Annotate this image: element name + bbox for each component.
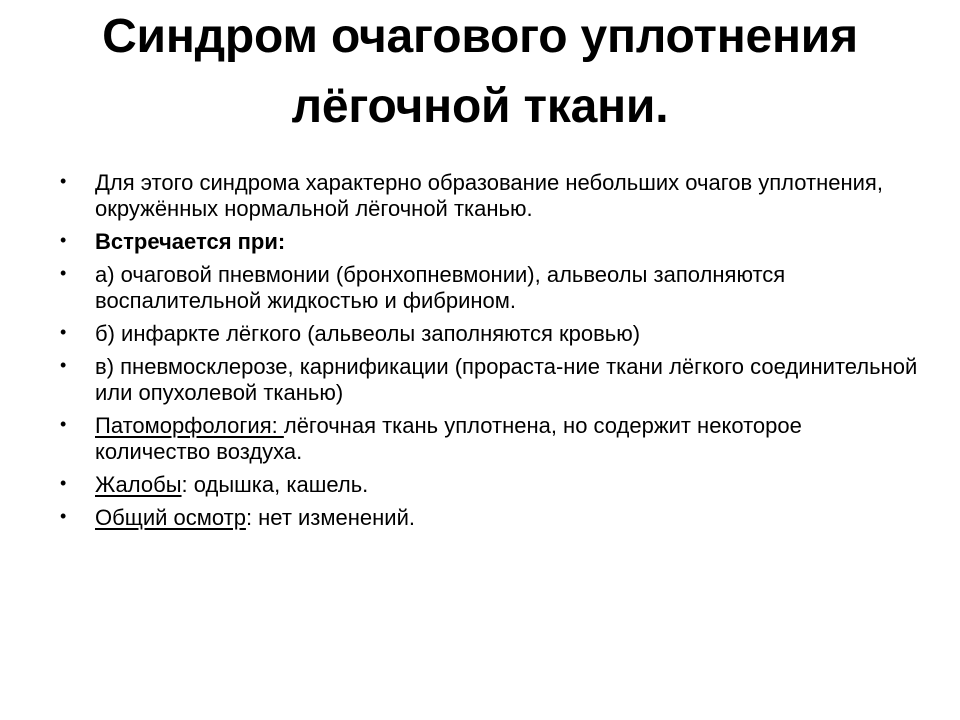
bullet-item-description xyxy=(60,170,920,222)
bullet-item-lung-infarction xyxy=(60,321,920,347)
bullet-item-focal-pneumonia xyxy=(60,262,920,314)
bullet-label: Патоморфология: xyxy=(95,413,284,438)
bullet-marker: • xyxy=(60,230,67,250)
title-line-2: лёгочной ткани. xyxy=(291,80,669,133)
bullet-item-pathomorphology xyxy=(60,413,920,465)
bullet-marker: • xyxy=(60,355,67,375)
bullet-label: Общий осмотр xyxy=(95,505,246,530)
bullet-item-pneumosclerosis xyxy=(60,354,920,406)
bullet-marker: • xyxy=(60,322,67,342)
bullet-marker: • xyxy=(60,263,67,283)
bullet-text: : нет изменений. xyxy=(245,505,415,530)
bullet-text: Встречается при: xyxy=(95,229,286,254)
bullet-item-complaints xyxy=(60,472,920,498)
bullet-marker: • xyxy=(60,414,67,434)
bullet-item-general-exam xyxy=(60,505,920,531)
bullet-marker: • xyxy=(60,171,67,191)
title-line-1: Синдром очагового уплотнения xyxy=(102,10,858,63)
bullet-text: б) инфаркте лёгкого (альвеолы заполняются кровью) xyxy=(95,321,641,346)
bullet-text: а) очаговой пневмонии (бронхопневмонии), альвеолы заполняются воспалительной жидкостью и фибрином. xyxy=(95,262,786,313)
slide-title xyxy=(20,2,940,142)
bullet-item-occurs-at xyxy=(60,229,920,255)
bullet-label: Жалобы xyxy=(95,472,182,497)
bullet-text: лёгочная ткань уплотнена, но содержит некоторое количество воздуха. xyxy=(95,413,802,464)
bullet-marker: • xyxy=(60,473,67,493)
bullet-text: Для этого синдрома характерно образование небольших очагов уплотнения, окружённых нормальной лёгочной тканью. xyxy=(95,170,883,221)
bullet-list xyxy=(60,170,920,538)
bullet-marker: • xyxy=(60,506,67,526)
bullet-text: в) пневмосклерозе, карнификации (прораста-ние ткани лёгкого соединительной или опухолевой тканью) xyxy=(95,354,918,405)
bullet-text: : одышка, кашель. xyxy=(181,472,369,497)
